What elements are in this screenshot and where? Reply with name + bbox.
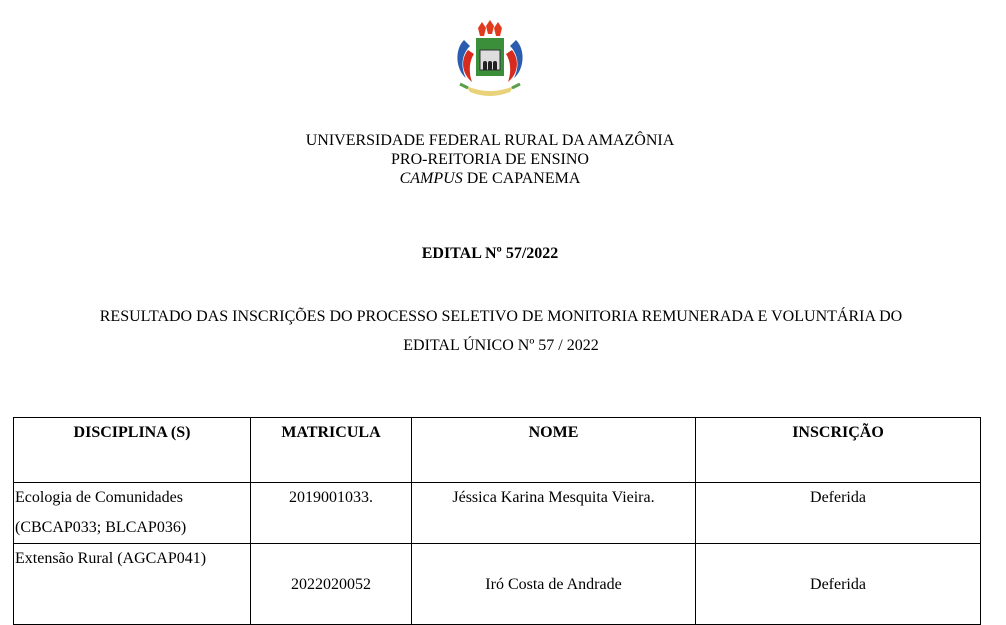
header-nome: NOME bbox=[412, 418, 696, 483]
header-inscricao: INSCRIÇÃO bbox=[696, 418, 981, 483]
nome-value: Iró Costa de Andrade bbox=[485, 576, 622, 593]
edital-title: EDITAL Nº 57/2022 bbox=[421, 245, 559, 262]
results-table bbox=[13, 417, 981, 625]
result-heading bbox=[0, 302, 1002, 360]
cell-matricula: 2019001033. bbox=[251, 483, 412, 544]
cell-inscricao bbox=[696, 544, 981, 625]
campus-location: DE CAPANEMA bbox=[462, 170, 581, 187]
cell-disciplina bbox=[14, 483, 251, 544]
university-name: UNIVERSIDADE FEDERAL RURAL DA AMAZÔNIA bbox=[305, 132, 675, 149]
disciplina-name: Ecologia de Comunidades bbox=[15, 489, 183, 506]
header-disciplina: DISCIPLINA (S) bbox=[14, 418, 251, 483]
table-row bbox=[14, 544, 981, 625]
campus-name bbox=[0, 169, 980, 188]
cell-nome bbox=[412, 544, 696, 625]
cell-nome: Jéssica Karina Mesquita Vieira. bbox=[412, 483, 696, 544]
result-line-2: EDITAL ÚNICO Nº 57 / 2022 bbox=[403, 337, 599, 354]
matricula-value: 2022020052 bbox=[291, 576, 371, 593]
inscricao-value: Deferida bbox=[810, 576, 866, 593]
cell-matricula bbox=[251, 544, 412, 625]
cell-disciplina: Extensão Rural (AGCAP041) bbox=[14, 544, 251, 625]
table-header-row bbox=[14, 418, 981, 483]
header-matricula: MATRICULA bbox=[251, 418, 412, 483]
institution-header bbox=[0, 131, 980, 188]
result-line-1: RESULTADO DAS INSCRIÇÕES DO PROCESSO SELETIVO DE MONITORIA REMUNERADA E VOLUNTÁRIA DO bbox=[99, 308, 903, 325]
cell-inscricao: Deferida bbox=[696, 483, 981, 544]
table-row bbox=[14, 483, 981, 544]
disciplina-codes: (CBCAP033; BLCAP036) bbox=[15, 519, 187, 536]
campus-label: CAMPUS bbox=[399, 170, 463, 187]
university-coat-of-arms-logo bbox=[450, 20, 530, 98]
department-name: PRO-REITORIA DE ENSINO bbox=[391, 151, 589, 168]
